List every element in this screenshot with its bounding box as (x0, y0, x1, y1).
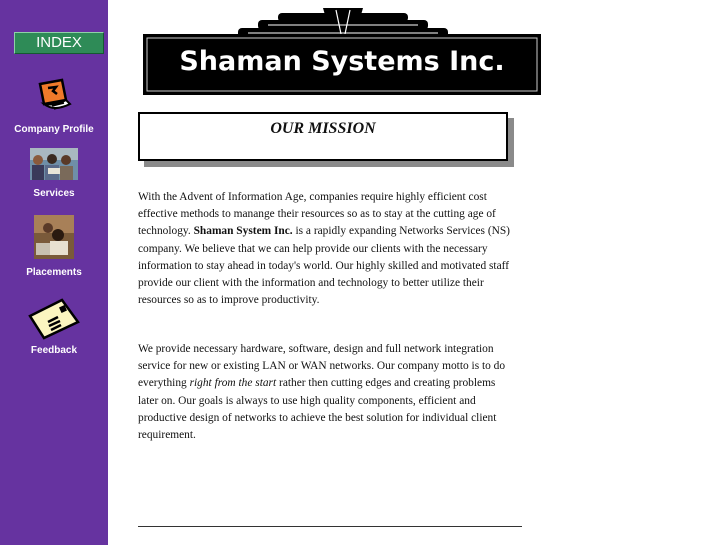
main-content (108, 0, 727, 545)
services-paragraph: We provide necessary hardware, software, design and full network integration service for new or existing LAN or WAN networks. Our company motto is to do everything right from the start rather then cutting edges and creating problems later on. Our goals is always to use high quality components, efficient and productive design of networks to achieve the best solution for individual client requirement. (138, 343, 506, 442)
motto-italic: right from the start (189, 377, 277, 390)
nav-label-placements: Placements (26, 267, 82, 278)
sidebar-nav (0, 0, 108, 545)
services-photo (30, 148, 78, 185)
book-icon (34, 76, 74, 121)
index-button[interactable]: INDEX (14, 32, 104, 54)
logo-text: Shaman Systems Inc. (179, 46, 505, 77)
intro-paragraph: With the Advent of Information Age, companies require highly efficient cost effective methods to manange their resources so as to stay at the cutting age of technology. Shaman System Inc. is a rapidly expanding Networks Services (NS) company. We believe that we can help provide our clients with the necessary information to stay ahead in today's world. Our highly skilled and motivated staff provide our client with the information and technology to better utilize their resources so as to improve productivity. (138, 191, 510, 307)
company-logo (143, 8, 541, 95)
placements-photo (34, 215, 74, 264)
nav-item-feedback[interactable] (0, 296, 108, 356)
mission-title: OUR MISSION (270, 120, 376, 137)
mission-box (138, 112, 508, 161)
nav-item-company-profile[interactable] (0, 76, 108, 135)
horizontal-divider (138, 526, 522, 527)
nav-item-placements[interactable] (0, 215, 108, 278)
envelope-icon (26, 296, 82, 345)
company-name-bold: Shaman System Inc. (193, 225, 293, 238)
nav-item-services[interactable] (0, 148, 108, 199)
nav-label-company-profile: Company Profile (14, 124, 94, 135)
nav-label-feedback: Feedback (30, 345, 78, 356)
nav-label-services: Services (33, 188, 75, 199)
